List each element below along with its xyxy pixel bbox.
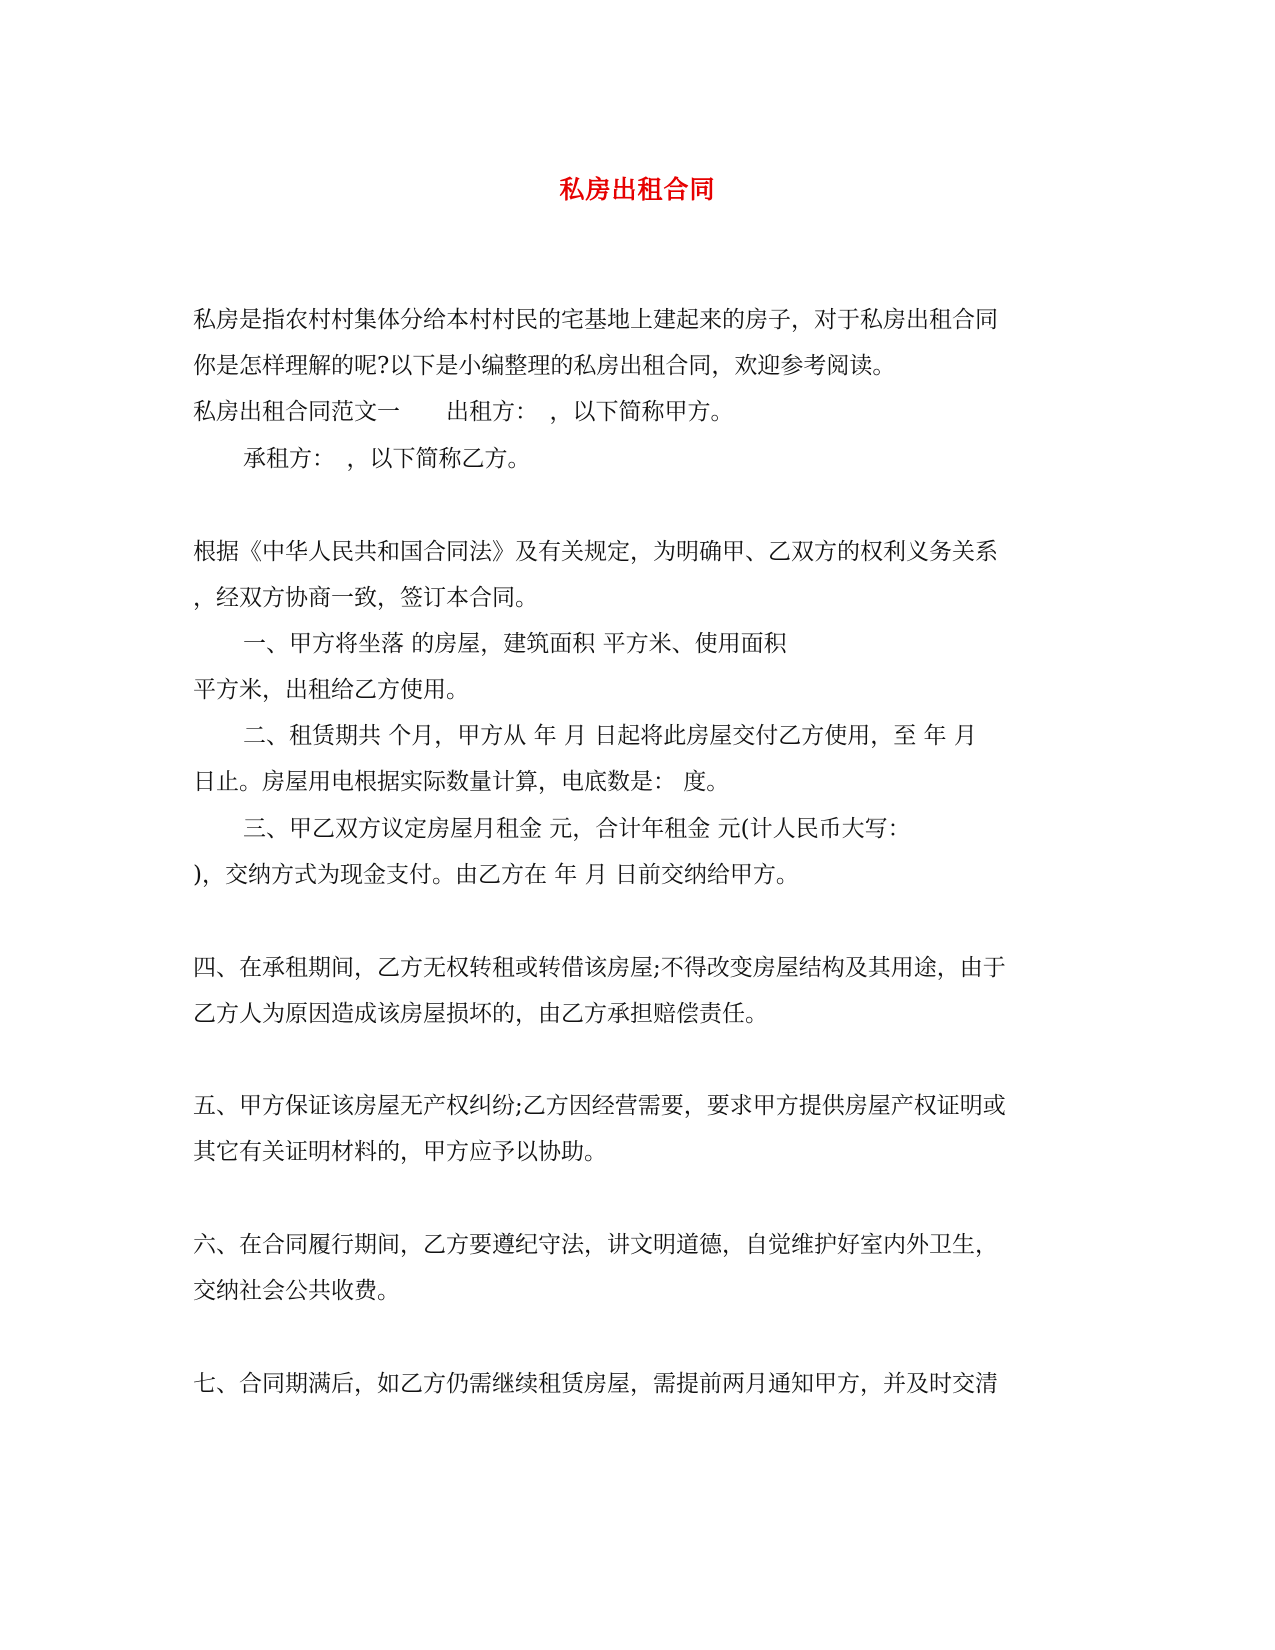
clause-7-line-1: 七、合同期满后，如乙方仍需继续租赁房屋，需提前两月通知甲方，并及时交清 (193, 1371, 998, 1397)
clause-3-line-2: )，交纳方式为现金支付。由乙方在 年 月 日前交纳给甲方。 (193, 862, 799, 888)
clause-6-line-2: 交纳社会公共收费。 (193, 1278, 400, 1304)
clause-6-line-1: 六、在合同履行期间，乙方要遵纪守法，讲文明道德，自觉维护好室内外卫生， (193, 1232, 998, 1258)
lessor-line: 私房出租合同范文一 出租方： ，以下简称甲方。 (193, 399, 734, 425)
intro-line-1: 私房是指农村村集体分给本村村民的宅基地上建起来的房子，对于私房出租合同 (193, 307, 998, 333)
clause-5-line-1: 五、甲方保证该房屋无产权纠纷;乙方因经营需要，要求甲方提供房屋产权证明或 (193, 1093, 1006, 1119)
clause-1-line-1: 一、甲方将坐落 的房屋，建筑面积 平方米、使用面积 (243, 631, 787, 657)
clause-4-line-2: 乙方人为原因造成该房屋损坏的，由乙方承担赔偿责任。 (193, 1001, 768, 1027)
preamble-line-1: 根据《中华人民共和国合同法》及有关规定，为明确甲、乙双方的权利义务关系 (193, 539, 998, 565)
clause-2-line-1: 二、租赁期共 个月，甲方从 年 月 日起将此房屋交付乙方使用，至 年 月 (243, 723, 977, 749)
clause-1-line-2: 平方米，出租给乙方使用。 (193, 677, 469, 703)
clause-5-line-2: 其它有关证明材料的，甲方应予以协助。 (193, 1139, 607, 1165)
clause-4-line-1: 四、在承租期间，乙方无权转租或转借该房屋;不得改变房屋结构及其用途，由于 (193, 955, 1006, 981)
clause-2-line-2: 日止。房屋用电根据实际数量计算，电底数是： 度。 (193, 769, 730, 795)
document-title: 私房出租合同 (559, 175, 716, 204)
clause-3-line-1: 三、甲乙双方议定房屋月租金 元，合计年租金 元(计人民币大写： (243, 816, 911, 842)
lessee-line: 承租方： ，以下简称乙方。 (243, 446, 531, 472)
preamble-line-2: ，经双方协商一致，签订本合同。 (193, 585, 538, 611)
intro-line-2: 你是怎样理解的呢?以下是小编整理的私房出租合同，欢迎参考阅读。 (193, 353, 896, 379)
